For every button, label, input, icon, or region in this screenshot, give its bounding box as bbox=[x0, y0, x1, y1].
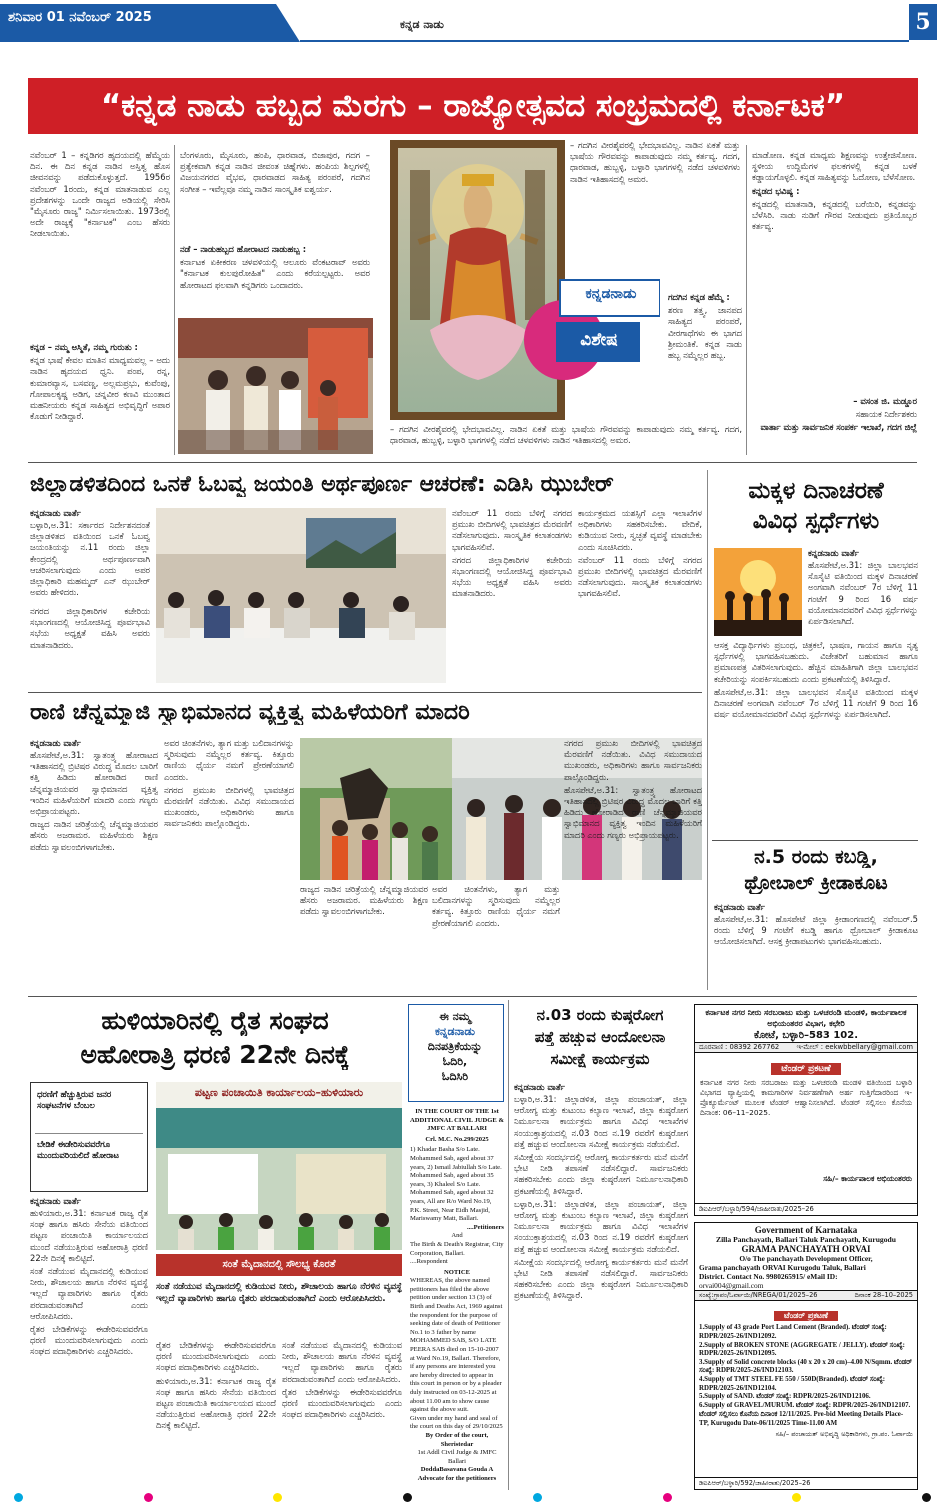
huliyaru-body-more: ಸಂತೆ ನಡೆಯುವ ಮೈದಾನದಲ್ಲಿ ಕುಡಿಯುವ ನೀರು, ಶೌಚಾಲಯ ಹಾಗೂ ನೆರಳಿನ ವ್ಯವಸ್ಥೆ ಇಲ್ಲದೆ ವ್ಯಾಪಾರಿಗಳು ಹಾಗೂ ರೈತರು ಪರದಾಡುವಂತಾಗಿದೆ ಎಂದು ಆರೋಪಿಸಿದರು. bbox=[30, 1266, 148, 1321]
court-notice-body: WHEREAS, the above named petitioners has filed the above petition under section 13 (3) of Birth and Deaths Act, 1969 against the respondent for the purpose of seeking date of death of Petitioner No.1 to 3 father by name MOHAMMED SAB, S/O LATE PEERA SAB died on 15-10-2007 at Ward No.19, Ballari. Therefore, if any persons are interested you are hereby directed to appear in this court in person or by a pleader duly instructed on 03-12-2025 at about 11.00 am to show cause against the above suit. bbox=[410, 1277, 503, 1414]
signature-dept: ವಾರ್ತಾ ಮತ್ತು ಸಾರ್ವಜನಿಕ ಸಂಪರ್ಕ ಇಲಾಖೆ, ಗದಗ ಜಿಲ್ಲೆ bbox=[760, 422, 917, 433]
leprosy-byline: ಕನ್ನಡನಾಡು ವಾರ್ತೆ bbox=[514, 1082, 565, 1092]
lead-col-2-text: ಬೆಂಗಳೂರು, ಮೈಸೂರು, ಹಂಪಿ, ಧಾರವಾಡ, ಬಿಜಾಪುರ, ಗದಗ – ಪ್ರತ್ಯೇಕವಾಗಿ ಕನ್ನಡ ನಾಡಿನ ಜೀವಂತ ಚಿಹ್ನೆಗಳು. ಹಂಪಿಯ ಶಿಲ್ಪಗಳಲ್ಲಿ ವಿಜಯನಗರದ ವೈಭವ, ಧಾರವಾಡದ ಸಾಹಿತ್ಯ ಪರಂಪರೆ, ಗದಗಿನ ಸಂಗೀತ – ಇವೆಲ್ಲವೂ ನಮ್ಮ ನಾಡಿನ ಸಾಂಸ್ಕೃತಿಕ ಐಶ್ವರ್ಯ. bbox=[180, 150, 370, 194]
gp-last-date: ಟೆಂಡರ್ ಸಲ್ಲಿಸಲು ಕೊನೆಯ ದಿನಾಂಕ 12/11/2025. Pre-bid Meeting Details Place-TP, Kurugodu Date-06/11/2025 Time-11.00 AM bbox=[699, 1411, 904, 1427]
lead-banner-headline: “ಕನ್ನಡ ನಾಡು ಹಬ್ಬದ ಮೆರಗು – ರಾಜ್ಯೋತ್ಸವದ ಸಂಭ್ರಮದಲ್ಲಿ ಕರ್ನಾಟಕ” bbox=[28, 78, 918, 134]
section-divider bbox=[28, 462, 917, 463]
obavva-col-3-text: ನವೆಂಬರ್ 11 ರಂದು ಬೆಳಿಗ್ಗೆ ನಗರದ ಪ್ರಮುಖ ಬೀದಿಗಳಲ್ಲಿ ಭಾವಚಿತ್ರದ ಮೆರವಣಿಗೆ ನಡೆಸಲಾಗುವುದು. ಸಾಂಸ್ಕೃತಿಕ ಕಲಾತಂಡಗಳು ಭಾಗವಹಿಸಲಿವೆ. bbox=[452, 508, 572, 552]
chennamma-col-3-text: ರಾಜ್ಯದ ನಾಡಿನ ಚರಿತ್ರೆಯಲ್ಲಿ ಚೆನ್ನಮ್ಮಾಜಿಯವರ ಹೆಸರು ಅಜರಾಮರ. ಮಹಿಳೆಯರು ಶಿಕ್ಷಣ ಪಡೆದು ಸ್ವಾವಲಂಬಿಗಳಾಗಬೇಕು. bbox=[300, 884, 428, 917]
court-respondent: The Birth & Death's Registrar, City Corporation, Ballari. ....Respondent bbox=[410, 1240, 504, 1266]
kids-body-more: ಹೊಸಪೇಟೆ,ಅ.31: ಜಿಲ್ಲಾ ಬಾಲಭವನ ಸೊಸೈಟಿ ವತಿಯಿಂದ ಮಕ್ಕಳ ದಿನಾಚರಣೆ ಅಂಗವಾಗಿ ನವೆಂಬರ್ 7ರ ಬೆಳಿಗ್ಗೆ 11 ಗಂಟೆಗೆ 9 ರಿಂದ 16 ವರ್ಷ ವಯೋಮಾನದವರಿಗೆ ವಿವಿಧ ಸ್ಪರ್ಧೆಗಳನ್ನು ಏರ್ಪಡಿಸಲಾಗಿದೆ. bbox=[714, 686, 918, 720]
leprosy-col bbox=[514, 1094, 688, 1490]
promo-line-4: ಓದಿರಿ, bbox=[442, 1055, 468, 1068]
badge-title: ಕನ್ನಡನಾಡು bbox=[585, 286, 637, 302]
huliyaru-col-2-more: ಹುಳಿಯಾರು,ಅ.31: ಕರ್ನಾಟಕ ರಾಜ್ಯ ರೈತ ಸಂಘ ಹಾಗೂ ಹಸಿರು ಸೇನೆಯ ವತಿಯಿಂದ ಪಟ್ಟಣ ಪಂಚಾಯಿತಿ ಕಾರ್ಯಾಲಯದ ಮುಂದೆ ನಡೆಯುತ್ತಿರುವ ಅಹೋರಾತ್ರಿ ಧರಣಿ 22ನೇ ದಿನಕ್ಕೆ ಕಾಲಿಟ್ಟಿದೆ. bbox=[156, 1375, 276, 1431]
gp-title-5: Grama panchayath ORVAI Kurugodu Taluk, Ballari bbox=[699, 1263, 866, 1272]
lead-signature bbox=[752, 396, 917, 456]
kuwsdb-tender-notice bbox=[694, 1004, 918, 1216]
chennamma-col-1-text: ಹೊಸಪೇಟೆ,ಅ.31: ಸ್ವಾತಂತ್ರ್ಯ ಹೋರಾಟದ ಇತಿಹಾಸದಲ್ಲಿ ಬ್ರಿಟಿಷರ ವಿರುದ್ಧ ಮೊದಲ ಬಾರಿಗೆ ಕತ್ತಿ ಹಿಡಿದು ಹೋರಾಡಿದ ರಾಣಿ ಚೆನ್ನಮ್ಮಾಜಿಯವರ ಸ್ವಾಭಿಮಾನದ ವ್ಯಕ್ತಿತ್ವ ಇಂದಿನ ಮಹಿಳೆಯರಿಗೆ ಮಾದರಿ ಎಂದು ಗಣ್ಯರು ಅಭಿಪ್ರಾಯಪಟ್ಟರು. bbox=[30, 750, 158, 817]
lead-col-3-bottom bbox=[390, 424, 742, 456]
gp-footer: ಡಿಐಪಿಆರ್/ಬಳ್ಳಾರಿ/592/ಜಾಹೀರಾತು/2025–26 bbox=[695, 1477, 917, 1489]
kuwsdb-tender-title-wrap bbox=[695, 1056, 917, 1075]
chennamma-col-4 bbox=[432, 884, 560, 990]
lead-col-4-text: ಮಾಡೋಣ. ಕನ್ನಡ ಮಾಧ್ಯಮ ಶಿಕ್ಷಣವನ್ನು ಉತ್ತೇಜಿಸೋಣ. ಸ್ಥಳೀಯ ಉದ್ದಿಮೆಗಳ ಫಲಕಗಳಲ್ಲಿ ಕನ್ನಡ ಬಳಕೆ ಕಡ್ಡಾಯಗೊಳ್ಳಲಿ. ಕನ್ನಡ ಸಾಹಿತ್ಯವನ್ನು ಓದೋಣ, ಬೆಳೆಸೋಣ. bbox=[752, 150, 917, 183]
header-rule bbox=[300, 40, 909, 42]
yellow-dot bbox=[273, 1493, 282, 1502]
obavva-col-4 bbox=[578, 508, 702, 686]
divider bbox=[35, 1133, 143, 1134]
huliyaru-col-3-more: ರೈತರ ಬೇಡಿಕೆಗಳನ್ನು ಈಡೇರಿಸುವವರೆಗೂ ಧರಣಿ ಮುಂದುವರಿಸಲಾಗುವುದು ಎಂದು ಸಂಘದ ಪದಾಧಿಕಾರಿಗಳು ಎಚ್ಚರಿಸಿದರು. bbox=[282, 1386, 402, 1420]
lead-col-2-subhead: ನಡೆ – ನಾಡುಹಬ್ಬದ ಹೋರಾಟದ ನಾಡುಹಬ್ಬ : bbox=[180, 244, 307, 254]
chennamma-col-2 bbox=[164, 738, 294, 990]
court-case-number: Crl. M.C. No.299/2025 bbox=[425, 1135, 489, 1143]
lead-col-4-subtext: ಕನ್ನಡದಲ್ಲಿ ಮಾತನಾಡಿ, ಕನ್ನಡದಲ್ಲಿ ಬರೆಯಿರಿ, ಕನ್ನಡವನ್ನು ಬೆಳೆಸಿರಿ. ನಾಡು ನುಡಿಗೆ ಗೌರವ ನೀಡುವುದು ಪ್ರತಿಯೊಬ್ಬರ ಕರ್ತವ್ಯ. bbox=[752, 198, 917, 232]
masthead-logo: ಕನ್ನಡ ನಾಡು bbox=[400, 18, 444, 31]
print-registration-marks bbox=[14, 1493, 931, 1503]
leprosy-headline-3: ಸಮೀಕ್ಷೆ ಕಾರ್ಯಕ್ರಮ bbox=[550, 1050, 650, 1068]
magenta-dot bbox=[663, 1493, 672, 1502]
lead-col-3-subtext: ಶರಣ ತತ್ತ್ವ, ಜಾನಪದ ಸಾಹಿತ್ಯದ ಪರಂಪರೆ, ವೀರಗಾಥೆಗಳು ಈ ಭಾಗದ ಶ್ರೀಮಂತಿಕೆ. ಕನ್ನಡ ನಾಡು ಹಬ್ಬ ನಮ್ಮೆಲ್ಲರ ಹಬ್ಬ. bbox=[668, 305, 742, 361]
gp-title-7: orvai004@gmail.com bbox=[699, 1281, 764, 1290]
lead-col-1-subhead: ಕನ್ನಡ – ನಮ್ಮ ಅಸ್ಮಿತೆ, ನಮ್ಮ ಗುರುತು : bbox=[30, 342, 138, 352]
lead-col-2-sub bbox=[180, 244, 370, 316]
kuwsdb-signer: ಸಹಿ/– ಕಾರ್ಯಪಾಲಕ ಅಭಿಯಂತರರು bbox=[823, 1174, 912, 1184]
side-note-2: ಬೇಡಿಕೆ ಈಡೇರಿಸುವವರೆಗೂ ಮುಂದುವರಿಯಲಿದೆ ಹೋರಾಟ bbox=[37, 1139, 119, 1160]
divider bbox=[746, 145, 747, 455]
kids-body: ಆಸಕ್ತ ವಿದ್ಯಾರ್ಥಿಗಳು ಪ್ರಬಂಧ, ಚಿತ್ರಕಲೆ, ಭಾಷಣ, ಗಾಯನ ಹಾಗೂ ನೃತ್ಯ ಸ್ಪರ್ಧೆಗಳಲ್ಲಿ ಭಾಗವಹಿಸಬಹುದು. ವಿಜೇತರಿಗೆ ಬಹುಮಾನ ಹಾಗೂ ಪ್ರಮಾಣಪತ್ರ ವಿತರಿಸಲಾಗುವುದು. ಹೆಚ್ಚಿನ ಮಾಹಿತಿಗಾಗಿ ಜಿಲ್ಲಾ ಬಾಲಭವನ ಕಚೇರಿಯನ್ನು ಸಂಪರ್ಕಿಸಬಹುದು ಎಂದು ಪ್ರಕಟಣೆಯಲ್ಲಿ ತಿಳಿಸಿದ್ದಾರೆ. bbox=[714, 640, 918, 684]
lead-col-3-subhead: ಗದಗಿನ ಕನ್ನಡ ಹೆಮ್ಮೆ : bbox=[668, 292, 730, 302]
yellow-dot bbox=[792, 1493, 801, 1502]
kabaddi-byline: ಕನ್ನಡನಾಡು ವಾರ್ತೆ bbox=[714, 902, 765, 912]
lead-col-2 bbox=[180, 150, 370, 250]
gp-title-4: O/o The panchayath Development Officer, bbox=[739, 1254, 873, 1263]
court-sheristedar: Sheristedar bbox=[440, 1440, 474, 1448]
leprosy-body-2: ಸಮೀಕ್ಷೆಯ ಸಂದರ್ಭದಲ್ಲಿ ಆರೋಗ್ಯ ಕಾರ್ಯಕರ್ತರು ಮನೆ ಮನೆಗೆ ಭೇಟಿ ನೀಡಿ ತಪಾಸಣೆ ನಡೆಸಲಿದ್ದಾರೆ. ಸಾರ್ವಜನಿಕರು ಸಹಕರಿಸಬೇಕು ಎಂದು ಜಿಲ್ಲಾ ಕುಷ್ಠರೋಗ ನಿರ್ಮೂಲನಾಧಿಕಾರಿ ಪ್ರಕಟಣೆಯಲ್ಲಿ ತಿಳಿಸಿದ್ದಾರೆ. bbox=[514, 1152, 688, 1196]
huliyaru-col-1 bbox=[30, 1208, 148, 1490]
gp-tender-title: ಟೆಂಡರ್ ಪ್ರಕಟಣೆ bbox=[774, 1311, 838, 1321]
lead-col-4 bbox=[752, 150, 917, 350]
promo-line-3: ದಿನಪತ್ರಿಕೆಯನ್ನು bbox=[427, 1040, 483, 1053]
leprosy-body: ಬಳ್ಳಾರಿ,ಅ.31: ಜಿಲ್ಲಾಡಳಿತ, ಜಿಲ್ಲಾ ಪಂಚಾಯತ್, ಜಿಲ್ಲಾ ಆರೋಗ್ಯ ಮತ್ತು ಕುಟುಂಬ ಕಲ್ಯಾಣ ಇಲಾಖೆ, ಜಿಲ್ಲಾ ಕುಷ್ಠರೋಗ ನಿರ್ಮೂಲನಾ ಕಾರ್ಯಕ್ರಮ ಹಾಗೂ ವಿವಿಧ ಇಲಾಖೆಗಳ ಸಂಯುಕ್ತಾಶ್ರಯದಲ್ಲಿ ನ.03 ರಿಂದ ನ.19 ರವರೆಗೆ ಕುಷ್ಠರೋಗ ಪತ್ತೆ ಹಚ್ಚುವ ಆಂದೋಲನಾ ಸಮೀಕ್ಷೆ ಕಾರ್ಯಕ್ರಮ ನಡೆಯಲಿದೆ. bbox=[514, 1094, 688, 1149]
promo-line-5: ಓದಿಸಿರಿ bbox=[441, 1070, 469, 1083]
chennamma-byline: ಕನ್ನಡನಾಡು ವಾರ್ತೆ bbox=[30, 738, 81, 748]
divider bbox=[508, 1000, 509, 1490]
divider bbox=[707, 470, 708, 990]
gp-item: 6.Supply of GRAVEL/MURUM. ಟೆಂಡರ್ ಸಂಖ್ಯೆ: RDPR/2025-26/IND12107. bbox=[699, 1401, 911, 1409]
lead-event-photo bbox=[178, 318, 373, 454]
court-notice bbox=[410, 1108, 504, 1490]
promo-box bbox=[408, 1004, 504, 1102]
issue-date: ಶನಿವಾರ 01 ನವೆಂಬರ್ 2025 bbox=[8, 10, 152, 25]
huliyaru-side-box bbox=[30, 1082, 148, 1192]
court-and: And bbox=[451, 1232, 463, 1240]
gp-item: 1.Supply of 43 grade Port Land Cement (Branded). ಟೆಂಡರ್ ಸಂಖ್ಯೆ: RDPR/2025-26/IND12092. bbox=[699, 1324, 887, 1340]
page-number: 5 bbox=[909, 4, 937, 40]
badge-subtitle: ವಿಶೇಷ bbox=[580, 330, 618, 350]
gp-item: 3.Supply of Solid concrete blocks (40 x 20 x 20 cm)–4.00 N/Sqmm. ಟೆಂಡರ್ ಸಂಖ್ಯೆ: RDPR/2025-26/IND12103. bbox=[699, 1358, 913, 1375]
lead-col-3-text: – ಗದಗಿನ ವೀರಶೈವರಲ್ಲಿ ಭೇದಭಾವವಿಲ್ಲ. ನಾಡಿನ ಏಕತೆ ಮತ್ತು ಭಾಷೆಯ ಗೌರವವನ್ನು ಕಾಪಾಡುವುದು ನಮ್ಮ ಕರ್ತವ್ಯ. ಗದಗ, ಧಾರವಾಡ, ಹುಬ್ಬಳ್ಳಿ, ಬಳ್ಳಾರಿ ಭಾಗಗಳಲ್ಲಿ ನಡೆದ ಚಳವಳಿಗಳು ನಾಡಿನ ಇತಿಹಾಸದಲ್ಲಿ ಅಮರ. bbox=[570, 140, 740, 184]
kuwsdb-tender-title: ಟೆಂಡರ್ ಪ್ರಕಟಣೆ bbox=[771, 1063, 840, 1075]
chennamma-col-2-text: ಅವರ ಚಿಂತನೆಗಳು, ತ್ಯಾಗ ಮತ್ತು ಬಲಿದಾನಗಳನ್ನು ಸ್ಮರಿಸುವುದು ನಮ್ಮೆಲ್ಲರ ಕರ್ತವ್ಯ. ಕಿತ್ತೂರು ರಾಣಿಯ ಧೈರ್ಯ ನಮಗೆ ಪ್ರೇರಣೆಯಾಗಲಿ ಎಂದರು. bbox=[164, 738, 294, 782]
gp-ref: ಸಂಖ್ಯೆ:ಗ್ರಾಪಂ/ಓರ್ವಾಯಿ/NREGA/01/2025–26 bbox=[699, 1291, 818, 1299]
photo-sign-text: ಪಟ್ಟಣ ಪಂಚಾಯಿತಿ ಕಾರ್ಯಾಲಯ–ಹುಳಿಯಾರು bbox=[194, 1086, 364, 1099]
kids-headline-1: ಮಕ್ಕಳ ದಿನಾಚರಣೆ bbox=[748, 478, 884, 504]
lead-col-1-subtext: ಕನ್ನಡ ಭಾಷೆ ಕೇವಲ ಮಾತಿನ ಮಾಧ್ಯಮವಲ್ಲ – ಅದು ನಾಡಿನ ಹೃದಯದ ಧ್ವನಿ. ಪಂಪ, ರನ್ನ, ಕುಮಾರವ್ಯಾಸ, ಬಸವಣ್ಣ, ಅಲ್ಲಮಪ್ರಭು, ಕುವೆಂಪು, ಗೋಪಾಲಕೃಷ್ಣ ಅಡಿಗ, ಚನ್ನವೀರ ಕಣವಿ ಮುಂತಾದ ಮಹನೀಯರು ಕನ್ನಡ ಸಾಹಿತ್ಯದ ಅಭಿವೃದ್ಧಿಗೆ ಅಪಾರ ಕೊಡುಗೆ ನೀಡಿದ್ದಾರೆ. bbox=[30, 355, 170, 422]
kuwsdb-footer: ಡಿಐಪಿಆರ್/ಬಳ್ಳಾರಿ/594/ಜಾಹೀರಾತು/2025–26 bbox=[695, 1203, 917, 1215]
kabaddi-headline-1: ನ.5 ರಂದು ಕಬಡ್ಡಿ, bbox=[754, 846, 878, 868]
huliyaru-byline: ಕನ್ನಡನಾಡು ವಾರ್ತೆ bbox=[30, 1196, 81, 1206]
chennamma-headline: ರಾಣಿ ಚೆನ್ನಮ್ಮಾಜಿ ಸ್ವಾಭಿಮಾನದ ವ್ಯಕ್ತಿತ್ವ ಮಹಿಳೆಯರಿಗೆ ಮಾದರಿ bbox=[30, 700, 470, 725]
obavva-col-3-more: ನಗರದ ಜಿಲ್ಲಾಧಿಕಾರಿಗಳ ಕಚೇರಿಯ ಸಭಾಂಗಣದಲ್ಲಿ ಆಯೋಜಿಸಿದ್ದ ಪೂರ್ವಭಾವಿ ಸಭೆಯ ಅಧ್ಯಕ್ಷತೆ ವಹಿಸಿ ಅವರು ಮಾತನಾಡಿದರು. bbox=[452, 554, 572, 599]
kuwsdb-address: ಕೋಟೆ, ಬಳ್ಳಾರಿ–583 102. bbox=[753, 1030, 859, 1041]
huliyaru-col-3 bbox=[282, 1340, 402, 1490]
lead-col-3-sub bbox=[668, 292, 742, 362]
court-petitioners-list: 1) Khadar Basha S/o Late. Mohammed Sab, aged about 37 years, 2) Ismail Jabiullah S/o Late. Mohammed Sab, aged about 35 years, 3) Khaleel S/o Late. Mohammed Sab, aged about 32 years, All are R/o Ward No.19, P.K. Street, Near Eidh Masjid, Mariswamy Matt, Ballari. bbox=[410, 1146, 502, 1223]
kabaddi-col bbox=[714, 914, 918, 988]
chennamma-col-5-text: ನಗರದ ಪ್ರಮುಖ ಬೀದಿಗಳಲ್ಲಿ ಭಾವಚಿತ್ರದ ಮೆರವಣಿಗೆ ನಡೆಯಿತು. ವಿವಿಧ ಸಮುದಾಯದ ಮುಖಂಡರು, ಅಧಿಕಾರಿಗಳು ಹಾಗೂ ಸಾರ್ವಜನಿಕರು ಪಾಲ್ಗೊಂಡಿದ್ದರು. bbox=[564, 738, 702, 782]
special-badge bbox=[520, 270, 660, 390]
chennamma-statue-photo bbox=[300, 738, 452, 880]
black-dot bbox=[403, 1493, 412, 1502]
huliyaru-subhead-strip: ಸಂತೆ ಮೈದಾನದಲ್ಲಿ ಸೌಲಭ್ಯ ಕೊರತೆ bbox=[156, 1254, 402, 1276]
kids-body-top: ಹೊಸಪೇಟೆ,ಅ.31: ಜಿಲ್ಲಾ ಬಾಲಭವನ ಸೊಸೈಟಿ ವತಿಯಿಂದ ಮಕ್ಕಳ ದಿನಾಚರಣೆ ಅಂಗವಾಗಿ ನವೆಂಬರ್ 7ರ ಬೆಳಿಗ್ಗೆ 11 ಗಂಟೆಗೆ 9 ರಿಂದ 16 ವರ್ಷ ವಯೋಮಾನದವರಿಗೆ ವಿವಿಧ ಸ್ಪರ್ಧೆಗಳನ್ನು ಏರ್ಪಡಿಸಲಾಗಿದೆ. bbox=[808, 560, 918, 627]
huliyaru-headline-1: ಹುಳಿಯಾರಿನಲ್ಲಿ ರೈತ ಸಂಘದ bbox=[101, 1006, 329, 1035]
cyan-dot bbox=[14, 1493, 23, 1502]
leprosy-body-4: ಸಮೀಕ್ಷೆಯ ಸಂದರ್ಭದಲ್ಲಿ ಆರೋಗ್ಯ ಕಾರ್ಯಕರ್ತರು ಮನೆ ಮನೆಗೆ ಭೇಟಿ ನೀಡಿ ತಪಾಸಣೆ ನಡೆಸಲಿದ್ದಾರೆ. ಸಾರ್ವಜನಿಕರು ಸಹಕರಿಸಬೇಕು ಎಂದು ಜಿಲ್ಲಾ ಕುಷ್ಠರೋಗ ನಿರ್ಮೂಲನಾಧಿಕಾರಿ ಪ್ರಕಟಣೆಯಲ್ಲಿ ತಿಳಿಸಿದ್ದಾರೆ. bbox=[514, 1256, 688, 1301]
court-notice-title: NOTICE bbox=[443, 1268, 470, 1276]
signature-name: – ವಸಂತ ಜಿ. ಮಡ್ಡೂರ bbox=[853, 396, 917, 406]
section-divider bbox=[28, 692, 702, 693]
kuwsdb-phone: ದೂರವಾಣಿ : 08392 267762 bbox=[699, 1043, 780, 1051]
obavva-col-3 bbox=[452, 508, 572, 686]
court-petitioners-label: ....Petitioners bbox=[467, 1223, 504, 1231]
gp-item: 4.Supply of TMT STEEL FE 550 / 550D(Branded). ಟೆಂಡರ್ ಸಂಖ್ಯೆ: RDPR/2025-26/IND12104. bbox=[699, 1375, 886, 1392]
court-short: 1st Addl Civil Judge & JMFC Ballari bbox=[417, 1449, 497, 1465]
gp-item: 2.Supply of BROKEN STONE (AGGREGATE / JELLY). ಟೆಂಡರ್ ಸಂಖ್ಯೆ: RDPR/2025-26/IND12095. bbox=[699, 1341, 905, 1358]
promo-text bbox=[409, 1009, 501, 1084]
obavva-col-4-more: ನವೆಂಬರ್ 11 ರಂದು ಬೆಳಿಗ್ಗೆ ನಗರದ ಪ್ರಮುಖ ಬೀದಿಗಳಲ್ಲಿ ಭಾವಚಿತ್ರದ ಮೆರವಣಿಗೆ ನಡೆಸಲಾಗುವುದು. ಸಾಂಸ್ಕೃತಿಕ ಕಲಾತಂಡಗಳು ಭಾಗವಹಿಸಲಿವೆ. bbox=[578, 554, 702, 599]
chennamma-col-3 bbox=[300, 884, 428, 990]
kids-silhouette-image bbox=[714, 548, 802, 636]
gp-item: 5.Supply of SAND. ಟೆಂಡರ್ ಸಂಖ್ಯೆ: RDPR/2025-26/IND12106. bbox=[699, 1393, 871, 1401]
huliyaru-col-2 bbox=[156, 1340, 276, 1490]
kids-headline-2: ವಿವಿಧ ಸ್ಪರ್ಧೆಗಳು bbox=[752, 508, 880, 534]
lead-col-4-subhead: ಕನ್ನಡದ ಭವಿಷ್ಯ : bbox=[752, 185, 800, 196]
gp-orvai-tender-notice bbox=[694, 1222, 918, 1490]
huliyaru-col-3-text: ಸಂತೆ ನಡೆಯುವ ಮೈದಾನದಲ್ಲಿ ಕುಡಿಯುವ ನೀರು, ಶೌಚಾಲಯ ಹಾಗೂ ನೆರಳಿನ ವ್ಯವಸ್ಥೆ ಇಲ್ಲದೆ ವ್ಯಾಪಾರಿಗಳು ಹಾಗೂ ರೈತರು ಪರದಾಡುವಂತಾಗಿದೆ ಎಂದು ಆರೋಪಿಸಿದರು. bbox=[282, 1340, 402, 1384]
obavva-byline: ಕನ್ನಡನಾಡು ವಾರ್ತೆ bbox=[30, 508, 81, 518]
promo-line-2: ಕನ್ನಡನಾಡು bbox=[434, 1025, 476, 1038]
gp-signer: ಸಹಿ/– ಪಂಚಾಯತ್ ಅಭಿವೃದ್ಧಿ ಅಧಿಕಾರಿಗಳು, ಗ್ರಾ.ಪಂ. ಓರ್ವಾಯಿ bbox=[775, 1429, 913, 1438]
court-given: Given under my hand and seal of the court on this day of 29/10/2025 bbox=[410, 1414, 503, 1431]
huliyaru-headline-2: ಅಹೋರಾತ್ರಿ ಧರಣಿ 22ನೇ ದಿನಕ್ಕೆ bbox=[80, 1040, 350, 1069]
obavva-headline: ಜಿಲ್ಲಾಡಳಿತದಿಂದ ಒನಕೆ ಓಬವ್ವ ಜಯಂತಿ ಅರ್ಥಪೂರ್ಣ ಆಚರಣೆ: ಎಡಿಸಿ ಝುಬೇರ್ bbox=[30, 472, 614, 497]
kuwsdb-email: ಇ-ಮೇಲ್ : eekwbbellary@gmail.com bbox=[796, 1043, 913, 1051]
chennamma-col-5-more: ಹೊಸಪೇಟೆ,ಅ.31: ಸ್ವಾತಂತ್ರ್ಯ ಹೋರಾಟದ ಇತಿಹಾಸದಲ್ಲಿ ಬ್ರಿಟಿಷರ ವಿರುದ್ಧ ಮೊದಲ ಬಾರಿಗೆ ಕತ್ತಿ ಹಿಡಿದು ಹೋರಾಡಿದ ರಾಣಿ ಚೆನ್ನಮ್ಮಾಜಿಯವರ ಸ್ವಾಭಿಮಾನದ ವ್ಯಕ್ತಿತ್ವ ಇಂದಿನ ಮಹಿಳೆಯರಿಗೆ ಮಾದರಿ ಎಂದು ಗಣ್ಯರು ಅಭಿಪ್ರಾಯಪಟ್ಟರು. bbox=[564, 784, 702, 840]
huliyaru-body-more-2: ರೈತರ ಬೇಡಿಕೆಗಳನ್ನು ಈಡೇರಿಸುವವರೆಗೂ ಧರಣಿ ಮುಂದುವರಿಸಲಾಗುವುದು ಎಂದು ಸಂಘದ ಪದಾಧಿಕಾರಿಗಳು ಎಚ್ಚರಿಸಿದರು. bbox=[30, 1324, 148, 1357]
kuwsdb-contact-row bbox=[695, 1042, 917, 1053]
promo-line-1: ಈ ನಮ್ಮ bbox=[439, 1010, 471, 1023]
lead-col-3 bbox=[570, 140, 740, 270]
gp-tender-title-wrap bbox=[695, 1303, 917, 1322]
obavva-col-2-text: ನಗರದ ಜಿಲ್ಲಾಧಿಕಾರಿಗಳ ಕಚೇರಿಯ ಸಭಾಂಗಣದಲ್ಲಿ ಆಯೋಜಿಸಿದ್ದ ಪೂರ್ವಭಾವಿ ಸಭೆಯ ಅಧ್ಯಕ್ಷತೆ ವಹಿಸಿ ಅವರು ಮಾತನಾಡಿದರು. bbox=[30, 606, 150, 650]
kabaddi-headline-2: ಥ್ರೋಬಾಲ್ ಕ್ರೀಡಾಕೂಟ bbox=[744, 872, 888, 894]
obavva-col-2 bbox=[30, 606, 150, 686]
lead-col-1-text: ನವೆಂಬರ್ 1 – ಕನ್ನಡಿಗರ ಹೃದಯದಲ್ಲಿ ಹೆಮ್ಮೆಯ ದಿನ. ಈ ದಿನ ಕನ್ನಡ ನಾಡಿನ ಅಸ್ತಿತ್ವ ಹೊಸ ಜೀವನವನ್ನು ಪಡೆದುಕೊಳ್ಳುತ್ತದೆ. 1956ರ ನವೆಂಬರ್ 1ರಂದು, ಕನ್ನಡ ಮಾತನಾಡುವ ಎಲ್ಲ ಪ್ರದೇಶಗಳನ್ನು ಒಂದೇ ರಾಜ್ಯದ ಅಡಿಯಲ್ಲಿ ಸೇರಿಸಿ "ಮೈಸೂರು ರಾಜ್ಯ" ನಿರ್ಮಿಸಲಾಯಿತು. 1973ರಲ್ಲಿ ಅದೇ ರಾಜ್ಯಕ್ಕೆ "ಕರ್ನಾಟಕ" ಎಂಬ ಹೆಸರು ನೀಡಲಾಯಿತು. bbox=[30, 150, 170, 239]
lead-col-1-sub bbox=[30, 342, 170, 454]
gp-tender-items bbox=[695, 1324, 917, 1410]
chennamma-col-2-more: ನಗರದ ಪ್ರಮುಖ ಬೀದಿಗಳಲ್ಲಿ ಭಾವಚಿತ್ರದ ಮೆರವಣಿಗೆ ನಡೆಯಿತು. ವಿವಿಧ ಸಮುದಾಯದ ಮುಖಂಡರು, ಅಧಿಕಾರಿಗಳು ಹಾಗೂ ಸಾರ್ವಜನಿಕರು ಪಾಲ್ಗೊಂಡಿದ್ದರು. bbox=[164, 784, 294, 829]
gp-title-3: GRAMA PANCHAYATH ORVAI bbox=[741, 1244, 871, 1254]
chennamma-col-1 bbox=[30, 750, 158, 990]
obavva-meeting-photo bbox=[156, 508, 446, 683]
chennamma-col-5 bbox=[564, 738, 702, 990]
cyan-dot bbox=[533, 1493, 542, 1502]
obavva-col-1-text: ಬಳ್ಳಾರಿ,ಅ.31: ಸರ್ಕಾರದ ನಿರ್ದೇಶನದಂತೆ ಜಿಲ್ಲಾಡಳಿತದ ವತಿಯಿಂದ ಒನಕೆ ಓಬವ್ವ ಜಯಂತಿಯನ್ನು ನ.11 ರಂದು ಜಿಲ್ಲಾ ಕೇಂದ್ರದಲ್ಲಿ ಅರ್ಥಪೂರ್ಣವಾಗಿ ಆಚರಿಸಲಾಗುವುದು ಎಂದು ಅಪರ ಜಿಲ್ಲಾಧಿಕಾರಿ ಮಹಮ್ಮದ್ ಎನ್ ಝುಬೇರ್ ಅವರು ಹೇಳಿದರು. bbox=[30, 520, 150, 598]
magenta-dot bbox=[144, 1493, 153, 1502]
kuwsdb-title: ಕರ್ನಾಟಕ ನಗರ ನೀರು ಸರಬರಾಜು ಮತ್ತು ಒಳಚರಂಡಿ ಮಂಡಳಿ, ಕಾರ್ಯಪಾಲಕ ಅಭಿಯಂತರರ ವಿಭಾಗ, ಕಛೇರಿ bbox=[705, 1008, 907, 1028]
gp-date: ದಿನಾಂಕ 28–10–2025 bbox=[854, 1291, 913, 1299]
gp-title-2: Zilla Panchayath, Ballari Taluk Panchayath, Kurugodu bbox=[716, 1235, 896, 1244]
leprosy-headline-2: ಪತ್ತೆ ಹಚ್ಚುವ ಆಂದೋಲನಾ bbox=[534, 1028, 666, 1046]
section-divider bbox=[28, 996, 917, 997]
divider bbox=[712, 840, 918, 841]
gp-title-1: Government of Karnataka bbox=[754, 1225, 858, 1235]
gp-ref-row bbox=[695, 1290, 917, 1301]
chennamma-col-1-more: ರಾಜ್ಯದ ನಾಡಿನ ಚರಿತ್ರೆಯಲ್ಲಿ ಚೆನ್ನಮ್ಮಾಜಿಯವರ ಹೆಸರು ಅಜರಾಮರ. ಮಹಿಳೆಯರು ಶಿಕ್ಷಣ ಪಡೆದು ಸ್ವಾವಲಂಬಿಗಳಾಗಬೇಕು. bbox=[30, 819, 158, 852]
lead-col-1 bbox=[30, 150, 170, 340]
side-note-1: ಧರಣಿಗೆ ಹೆಚ್ಚುತ್ತಿರುವ ಜನರ ಸಂಘಟನೆಗಳ ಬೆಂಬಲ bbox=[37, 1089, 112, 1110]
kuwsdb-tender-body: ಕರ್ನಾಟಕ ನಗರ ನೀರು ಸರಬರಾಜು ಮತ್ತು ಒಳಚರಂಡಿ ಮಂಡಳಿ ವತಿಯಿಂದ ಬಳ್ಳಾರಿ ವಿಭಾಗದ ವ್ಯಾಪ್ತಿಯಲ್ಲಿ ಕಾಮಗಾರಿಗಳ ನಿರ್ವಹಣೆಗಾಗಿ ಅರ್ಹ ಗುತ್ತಿಗೆದಾರರಿಂದ ಇ-ಪ್ರೊಕ್ಯೂರ್ಮೆಂಟ್ ಮೂಲಕ ಟೆಂಡರ್ ಆಹ್ವಾನಿಸಲಾಗಿದೆ. ಟೆಂಡರ್ ಸಲ್ಲಿಸಲು ಕೊನೆಯ ದಿನಾಂಕ: 06–11–2025. bbox=[700, 1078, 912, 1117]
signature-role: ಸಹಾಯಕ ನಿರ್ದೇಶಕರು bbox=[855, 409, 917, 420]
court-title: IN THE COURT OF THE 1st ADDITIONAL CIVIL JUDGE & JMFC AT BALLARI bbox=[410, 1108, 504, 1133]
chennamma-col-4-text: ಅವರ ಚಿಂತನೆಗಳು, ತ್ಯಾಗ ಮತ್ತು ಬಲಿದಾನಗಳನ್ನು ಸ್ಮರಿಸುವುದು ನಮ್ಮೆಲ್ಲರ ಕರ್ತವ್ಯ. ಕಿತ್ತೂರು ರಾಣಿಯ ಧೈರ್ಯ ನಮಗೆ ಪ್ರೇರಣೆಯಾಗಲಿ ಎಂದರು. bbox=[432, 884, 560, 928]
page-header bbox=[0, 0, 945, 44]
divider bbox=[174, 145, 175, 455]
huliyaru-strip-text: ಸಂತೆ ನಡೆಯುವ ಮೈದಾನದಲ್ಲಿ ಕುಡಿಯುವ ನೀರು, ಶೌಚಾಲಯ ಹಾಗೂ ನೆರಳಿನ ವ್ಯವಸ್ಥೆ ಇಲ್ಲದೆ ವ್ಯಾಪಾರಿಗಳು ಹಾಗೂ ರೈತರು ಪರದಾಡುವಂತಾಗಿದೆ ಎಂದು ಆರೋಪಿಸಿದರು. bbox=[156, 1282, 402, 1304]
leprosy-headline-1: ನ.03 ರಂದು ಕುಷ್ಠರೋಗ bbox=[536, 1006, 664, 1024]
kids-col-body bbox=[714, 640, 918, 836]
huliyaru-protest-photo bbox=[156, 1082, 402, 1250]
huliyaru-col-2-text: ರೈತರ ಬೇಡಿಕೆಗಳನ್ನು ಈಡೇರಿಸುವವರೆಗೂ ಧರಣಿ ಮುಂದುವರಿಸಲಾಗುವುದು ಎಂದು ಸಂಘದ ಪದಾಧಿಕಾರಿಗಳು ಎಚ್ಚರಿಸಿದರು. bbox=[156, 1340, 276, 1373]
court-by-order: By Order of the court, bbox=[425, 1431, 489, 1439]
lead-col-2-subtext: ಕರ್ನಾಟಕ ಏಕೀಕರಣ ಚಳವಳಿಯಲ್ಲಿ ಆಲೂರು ವೆಂಕಟರಾವ್ ಅವರು "ಕರ್ನಾಟಕ ಕುಲಪುರೋಹಿತ" ಎಂದು ಕರೆಯಲ್ಪಟ್ಟರು. ಅವರ ಹೋರಾಟದ ಫಲವಾಗಿ ಕನ್ನಡಿಗರು ಒಂದಾದರು. bbox=[180, 257, 370, 290]
lead-col-3-bottom-text: – ಗದಗಿನ ವೀರಶೈವರಲ್ಲಿ ಭೇದಭಾವವಿಲ್ಲ. ನಾಡಿನ ಏಕತೆ ಮತ್ತು ಭಾಷೆಯ ಗೌರವವನ್ನು ಕಾಪಾಡುವುದು ನಮ್ಮ ಕರ್ತವ್ಯ. ಗದಗ, ಧಾರವಾಡ, ಹುಬ್ಬಳ್ಳಿ, ಬಳ್ಳಾರಿ ಭಾಗಗಳಲ್ಲಿ ನಡೆದ ಚಳವಳಿಗಳು ನಾಡಿನ ಇತಿಹಾಸದಲ್ಲಿ ಅಮರ. bbox=[390, 424, 742, 446]
leprosy-body-3: ಬಳ್ಳಾರಿ,ಅ.31: ಜಿಲ್ಲಾಡಳಿತ, ಜಿಲ್ಲಾ ಪಂಚಾಯತ್, ಜಿಲ್ಲಾ ಆರೋಗ್ಯ ಮತ್ತು ಕುಟುಂಬ ಕಲ್ಯಾಣ ಇಲಾಖೆ, ಜಿಲ್ಲಾ ಕುಷ್ಠರೋಗ ನಿರ್ಮೂಲನಾ ಕಾರ್ಯಕ್ರಮ ಹಾಗೂ ವಿವಿಧ ಇಲಾಖೆಗಳ ಸಂಯುಕ್ತಾಶ್ರಯದಲ್ಲಿ ನ.03 ರಿಂದ ನ.19 ರವರೆಗೆ ಕುಷ್ಠರೋಗ ಪತ್ತೆ ಹಚ್ಚುವ ಆಂದೋಲನಾ ಸಮೀಕ್ಷೆ ಕಾರ್ಯಕ್ರಮ ನಡೆಯಲಿದೆ. bbox=[514, 1198, 688, 1254]
gp-title-6: District. Contact No. 9980265915/ eMail ID: bbox=[699, 1272, 838, 1281]
kabaddi-body: ಹೊಸಪೇಟೆ,ಅ.31: ಹೊಸಪೇಟೆ ಜಿಲ್ಲಾ ಕ್ರೀಡಾಂಗಣದಲ್ಲಿ ನವೆಂಬರ್.5 ರಂದು ಬೆಳಿಗ್ಗೆ 9 ಗಂಟೆಗೆ ಕಬಡ್ಡಿ ಹಾಗೂ ಥ್ರೋಬಾಲ್ ಕ್ರೀಡಾಕೂಟ ಆಯೋಜಿಸಲಾಗಿದೆ. ಆಸಕ್ತ ಕ್ರೀಡಾಪಟುಗಳು ಭಾಗವಹಿಸಬಹುದು. bbox=[714, 914, 918, 947]
huliyaru-body: ಹುಳಿಯಾರು,ಅ.31: ಕರ್ನಾಟಕ ರಾಜ್ಯ ರೈತ ಸಂಘ ಹಾಗೂ ಹಸಿರು ಸೇನೆಯ ವತಿಯಿಂದ ಪಟ್ಟಣ ಪಂಚಾಯಿತಿ ಕಾರ್ಯಾಲಯದ ಮುಂದೆ ನಡೆಯುತ್ತಿರುವ ಅಹೋರಾತ್ರಿ ಧರಣಿ 22ನೇ ದಿನಕ್ಕೆ ಕಾಲಿಟ್ಟಿದೆ. bbox=[30, 1208, 148, 1263]
kids-byline: ಕನ್ನಡನಾಡು ವಾರ್ತೆ bbox=[808, 548, 859, 558]
kids-col-top bbox=[808, 560, 918, 638]
court-advocate: DoddaBasavana Gouda A Advocate for the petitioners bbox=[417, 1466, 497, 1482]
black-dot bbox=[922, 1493, 931, 1502]
obavva-col-4-text: ಕಾರ್ಯಕ್ರಮದ ಯಶಸ್ಸಿಗೆ ಎಲ್ಲಾ ಇಲಾಖೆಗಳ ಅಧಿಕಾರಿಗಳು ಸಹಕರಿಸಬೇಕು. ವೇದಿಕೆ, ಕುಡಿಯುವ ನೀರು, ಸ್ವಚ್ಛತೆ ವ್ಯವಸ್ಥೆ ಮಾಡಬೇಕು ಎಂದು ಸೂಚಿಸಿದರು. bbox=[578, 508, 702, 552]
